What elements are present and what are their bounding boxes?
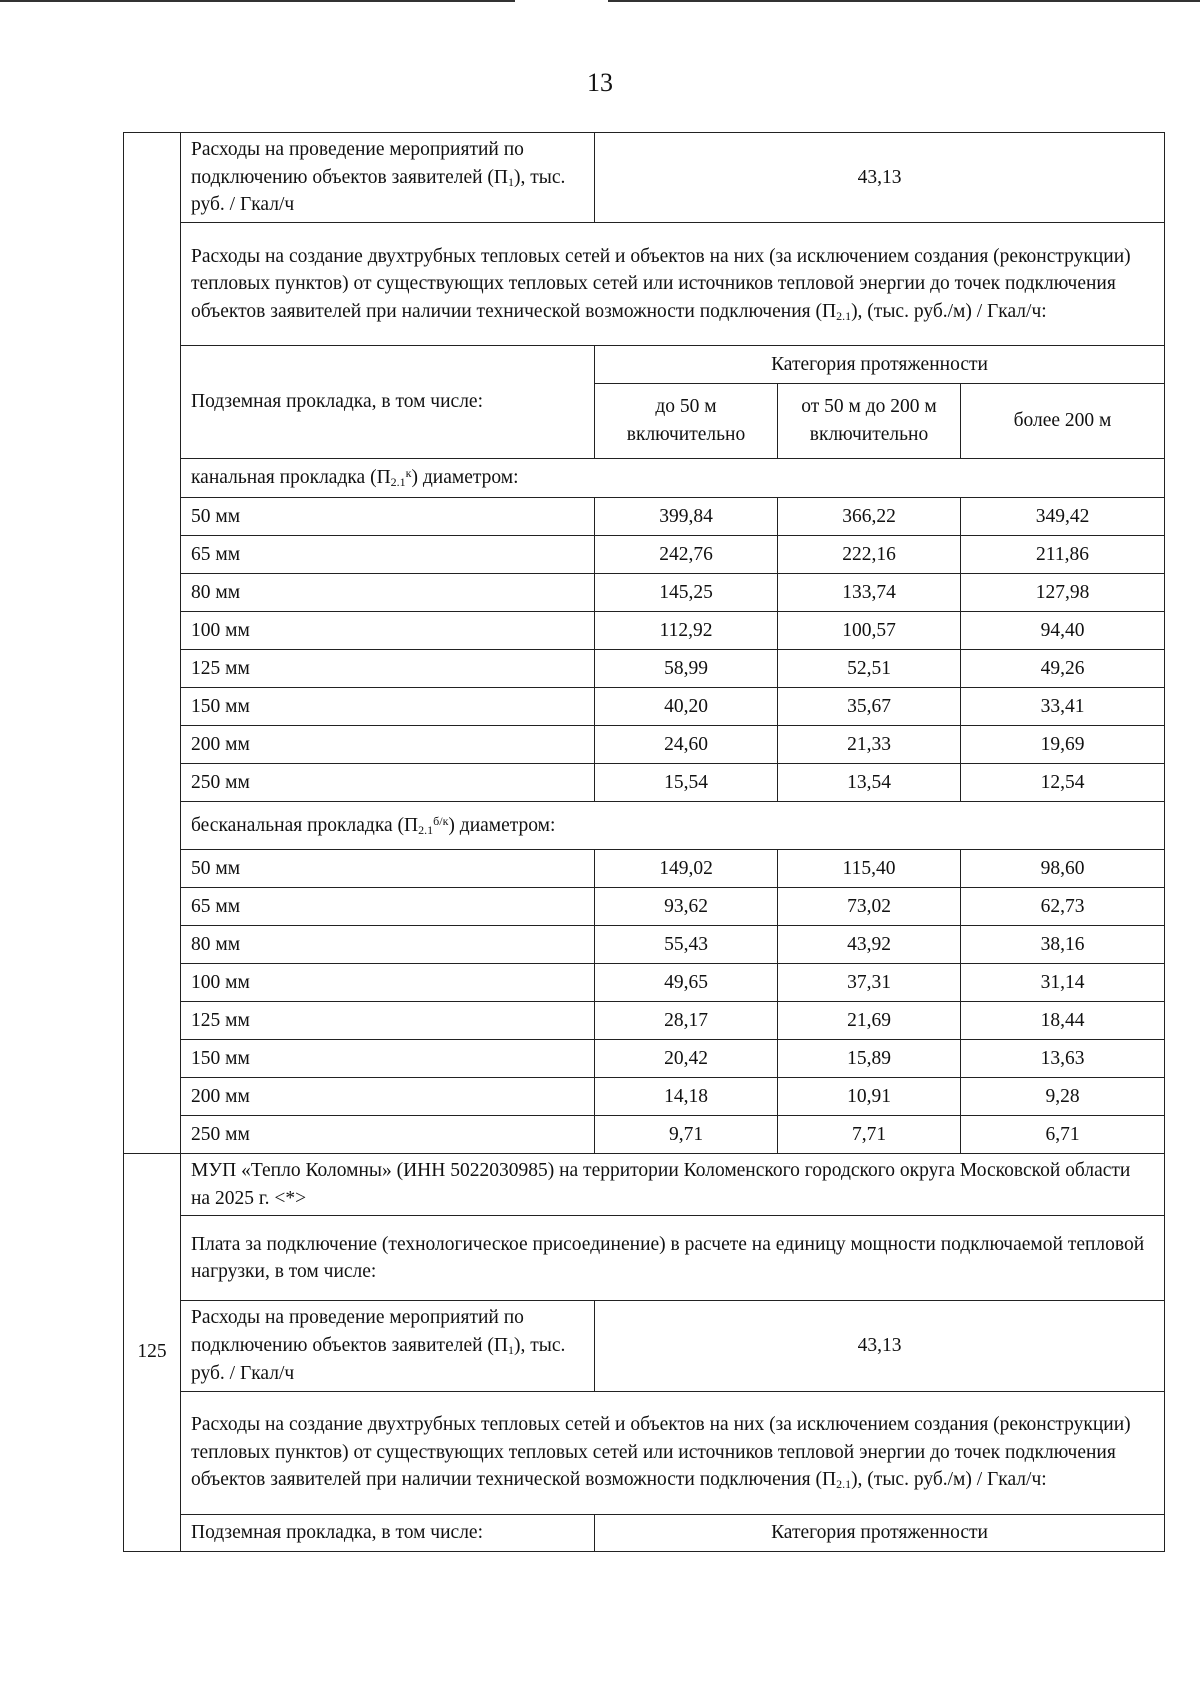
category-header-row xyxy=(124,346,1165,384)
diameter: 200 мм xyxy=(181,1078,595,1116)
value-cell: 52,51 xyxy=(778,650,961,688)
value-cell: 40,20 xyxy=(595,688,778,726)
value-cell: 20,42 xyxy=(595,1040,778,1078)
value-cell: 145,25 xyxy=(595,574,778,612)
p1-value: 43,13 xyxy=(595,133,1165,223)
value-cell: 33,41 xyxy=(961,688,1165,726)
p1-row xyxy=(124,133,1165,223)
diameter: 150 мм xyxy=(181,688,595,726)
value-cell: 12,54 xyxy=(961,764,1165,802)
table-row xyxy=(124,536,1165,574)
table-row xyxy=(124,1040,1165,1078)
table-row xyxy=(124,498,1165,536)
row-number: 125 xyxy=(124,1154,181,1551)
value-cell: 35,67 xyxy=(778,688,961,726)
nochannel-subheader-row xyxy=(124,802,1165,850)
value-cell: 62,73 xyxy=(961,888,1165,926)
col-header-over-200: более 200 м xyxy=(961,384,1165,459)
tariff-table xyxy=(123,132,1165,1552)
value-cell: 24,60 xyxy=(595,726,778,764)
table-row xyxy=(124,1002,1165,1040)
p1-label-b: Расходы на проведение мероприятий по подключению объектов заявителей $(П_1)$, тыс. руб. / Гкал/ч xyxy=(181,1301,595,1391)
value-cell: 211,86 xyxy=(961,536,1165,574)
table-row xyxy=(124,726,1165,764)
diameter: 250 мм xyxy=(181,764,595,802)
channel-subheader-row xyxy=(124,459,1165,498)
diameter: 65 мм xyxy=(181,888,595,926)
col-header-up-to-50: до 50 м включительно xyxy=(595,384,778,459)
top-edge-rule-right xyxy=(608,0,1200,2)
value-cell: 43,92 xyxy=(778,926,961,964)
diameter: 80 мм xyxy=(181,574,595,612)
value-cell: 133,74 xyxy=(778,574,961,612)
value-cell: 222,16 xyxy=(778,536,961,574)
value-cell: 38,16 xyxy=(961,926,1165,964)
row-number-cell-empty xyxy=(124,133,181,1154)
value-cell: 14,18 xyxy=(595,1078,778,1116)
value-cell: 15,54 xyxy=(595,764,778,802)
value-cell: 242,76 xyxy=(595,536,778,574)
diameter: 125 мм xyxy=(181,650,595,688)
col-header-50-to-200: от 50 м до 200 м включительно xyxy=(778,384,961,459)
diameter: 80 мм xyxy=(181,926,595,964)
value-cell: 94,40 xyxy=(961,612,1165,650)
value-cell: 13,54 xyxy=(778,764,961,802)
value-cell: 28,17 xyxy=(595,1002,778,1040)
value-cell: 19,69 xyxy=(961,726,1165,764)
value-cell: 73,02 xyxy=(778,888,961,926)
nochannel-label: бесканальная прокладка $(П_{2.1}^{б/к})$ диаметром: xyxy=(181,802,1165,850)
value-cell: 7,71 xyxy=(778,1116,961,1154)
value-cell: 31,14 xyxy=(961,964,1165,1002)
underground-label: Подземная прокладка, в том числе: xyxy=(181,346,595,459)
table-row xyxy=(124,888,1165,926)
value-cell: 58,99 xyxy=(595,650,778,688)
fee-row xyxy=(124,1216,1165,1301)
p21-description-b: Расходы на создание двухтрубных тепловых сетей и объектов на них (за исключением создания (реконструкции) тепловых пунктов) от существующих тепловых сетей или источников тепловой энергии до точек подключения объектов заявителей при наличии технической возможности подключения $(П_{2.1})$, (тыс. руб./м) / Гкал/ч: xyxy=(181,1391,1165,1514)
page-number: 13 xyxy=(587,68,613,97)
value-cell: 55,43 xyxy=(595,926,778,964)
table-row xyxy=(124,1116,1165,1154)
diameter: 50 мм xyxy=(181,850,595,888)
underground-label-b: Подземная прокладка, в том числе: xyxy=(181,1514,595,1551)
value-cell: 49,65 xyxy=(595,964,778,1002)
value-cell: 21,33 xyxy=(778,726,961,764)
value-cell: 9,28 xyxy=(961,1078,1165,1116)
value-cell: 349,42 xyxy=(961,498,1165,536)
value-cell: 127,98 xyxy=(961,574,1165,612)
diameter: 50 мм xyxy=(181,498,595,536)
diameter: 100 мм xyxy=(181,612,595,650)
p1-row-b xyxy=(124,1301,1165,1391)
table-row xyxy=(124,612,1165,650)
table-row xyxy=(124,688,1165,726)
value-cell: 10,91 xyxy=(778,1078,961,1116)
value-cell: 18,44 xyxy=(961,1002,1165,1040)
value-cell: 149,02 xyxy=(595,850,778,888)
table-row xyxy=(124,926,1165,964)
org-title-row xyxy=(124,1154,1165,1216)
value-cell: 366,22 xyxy=(778,498,961,536)
p1-value-b: 43,13 xyxy=(595,1301,1165,1391)
category-header: Категория протяженности xyxy=(595,346,1165,384)
diameter: 125 мм xyxy=(181,1002,595,1040)
value-cell: 21,69 xyxy=(778,1002,961,1040)
diameter: 65 мм xyxy=(181,536,595,574)
diameter: 100 мм xyxy=(181,964,595,1002)
fee-description: Плата за подключение (технологическое присоединение) в расчете на единицу мощности подключаемой тепловой нагрузки, в том числе: xyxy=(181,1216,1165,1301)
value-cell: 399,84 xyxy=(595,498,778,536)
category-header-row-b xyxy=(124,1514,1165,1551)
org-title: МУП «Тепло Коломны» (ИНН 5022030985) на территории Коломенского городского округа Московской области на 2025 г. <*> xyxy=(181,1154,1165,1216)
value-cell: 98,60 xyxy=(961,850,1165,888)
value-cell: 112,92 xyxy=(595,612,778,650)
value-cell: 37,31 xyxy=(778,964,961,1002)
diameter: 250 мм xyxy=(181,1116,595,1154)
p21-description: Расходы на создание двухтрубных тепловых сетей и объектов на них (за исключением создания (реконструкции) тепловых пунктов) от существующих тепловых сетей или источников тепловой энергии до точек подключения объектов заявителей при наличии технической возможности подключения $(П_{2.1})$, (тыс. руб./м) / Гкал/ч: xyxy=(181,223,1165,346)
value-cell: 49,26 xyxy=(961,650,1165,688)
value-cell: 115,40 xyxy=(778,850,961,888)
value-cell: 9,71 xyxy=(595,1116,778,1154)
value-cell: 13,63 xyxy=(961,1040,1165,1078)
diameter: 150 мм xyxy=(181,1040,595,1078)
top-edge-rule xyxy=(0,0,515,2)
p21-description-row-b xyxy=(124,1391,1165,1514)
value-cell: 6,71 xyxy=(961,1116,1165,1154)
p1-label: Расходы на проведение мероприятий по подключению объектов заявителей $(П_1)$, тыс. руб. / Гкал/ч xyxy=(181,133,595,223)
category-header-b: Категория протяженности xyxy=(595,1514,1165,1551)
table-row xyxy=(124,850,1165,888)
table-row xyxy=(124,964,1165,1002)
diameter: 200 мм xyxy=(181,726,595,764)
table-row xyxy=(124,1078,1165,1116)
table-row xyxy=(124,650,1165,688)
table-row xyxy=(124,764,1165,802)
p21-description-row xyxy=(124,223,1165,346)
value-cell: 100,57 xyxy=(778,612,961,650)
value-cell: 93,62 xyxy=(595,888,778,926)
table-row xyxy=(124,574,1165,612)
channel-label: канальная прокладка $(П_{2.1}^к)$ диаметром: xyxy=(181,459,1165,498)
value-cell: 15,89 xyxy=(778,1040,961,1078)
